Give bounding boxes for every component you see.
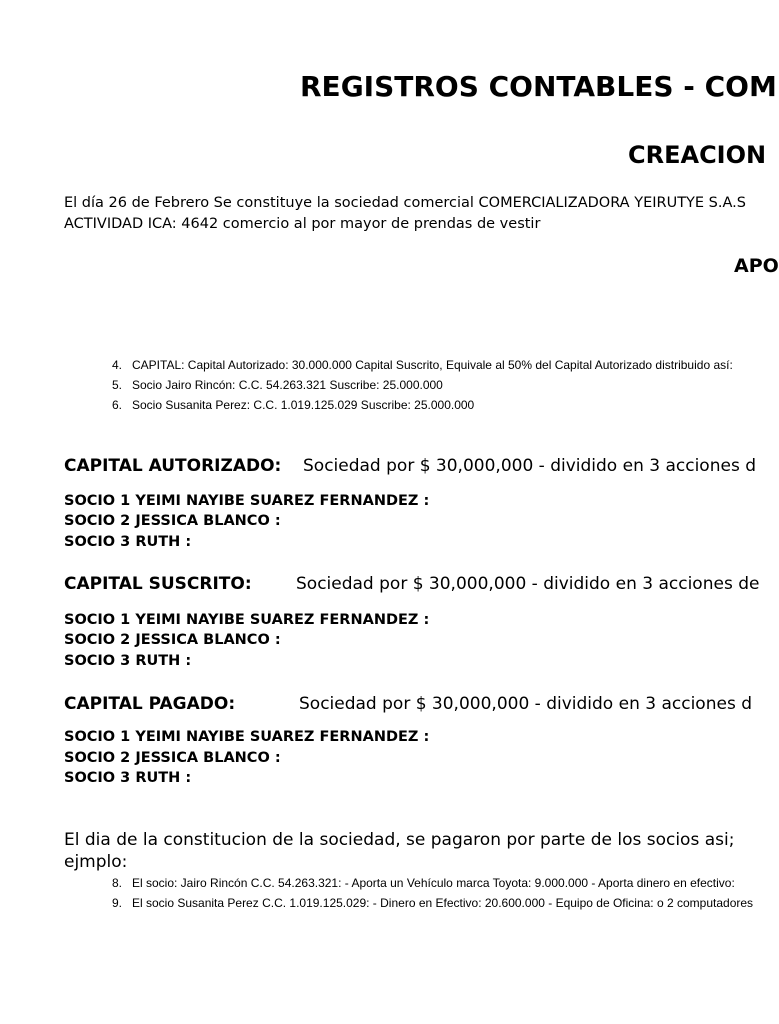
capital-pagado-text: Sociedad por $ 30,000,000 - dividido en 3 acciones d	[299, 694, 752, 714]
section-heading: APO	[734, 255, 779, 277]
list-item-number: 6.	[111, 398, 122, 412]
socio-line: SOCIO 2 JESSICA BLANCO :	[64, 632, 281, 648]
capital-suscrito-label: CAPITAL SUSCRITO:	[64, 574, 252, 594]
document-title: REGISTROS CONTABLES - COM	[300, 70, 777, 103]
list-item-number: 4.	[111, 358, 122, 372]
socio-line: SOCIO 1 YEIMI NAYIBE SUAREZ FERNANDEZ :	[64, 729, 430, 745]
capital-suscrito-text: Sociedad por $ 30,000,000 - dividido en 3 acciones de	[296, 574, 760, 594]
socio-line: SOCIO 3 RUTH :	[64, 534, 192, 550]
list-item-text: El socio: Jairo Rincón C.C. 54.263.321: - Aporta un Vehículo marca Toyota: 9.000.000 - Aporta dinero en efectivo:	[132, 876, 735, 890]
list-item	[96, 398, 474, 412]
list-item-number: 8.	[111, 876, 122, 890]
socio-line: SOCIO 3 RUTH :	[64, 770, 192, 786]
list-item	[96, 378, 443, 392]
capital-autorizado-text: Sociedad por $ 30,000,000 - dividido en 3 acciones d	[303, 456, 756, 476]
list-item-number: 9.	[111, 896, 122, 910]
intro-line-1: El día 26 de Febrero Se constituye la sociedad comercial COMERCIALIZADORA YEIRUTYE S.A.S	[64, 195, 746, 211]
list-item-text: CAPITAL: Capital Autorizado: 30.000.000 Capital Suscrito, Equivale al 50% del Capital Autorizado distribuido así:	[132, 358, 733, 372]
list-item-text: Socio Jairo Rincón: C.C. 54.263.321 Suscribe: 25.000.000	[132, 378, 443, 392]
list-item-number: 5.	[111, 378, 122, 392]
closing-line-2: ejmplo:	[64, 852, 128, 872]
capital-pagado-label: CAPITAL PAGADO:	[64, 694, 236, 714]
socio-line: SOCIO 1 YEIMI NAYIBE SUAREZ FERNANDEZ :	[64, 612, 430, 628]
list-item-text: Socio Susanita Perez: C.C. 1.019.125.029 Suscribe: 25.000.000	[132, 398, 475, 412]
socio-line: SOCIO 1 YEIMI NAYIBE SUAREZ FERNANDEZ :	[64, 493, 430, 509]
socio-line: SOCIO 2 JESSICA BLANCO :	[64, 750, 281, 766]
socio-line: SOCIO 3 RUTH :	[64, 653, 192, 669]
intro-line-2: ACTIVIDAD ICA: 4642 comercio al por mayor de prendas de vestir	[64, 216, 541, 232]
socio-line: SOCIO 2 JESSICA BLANCO :	[64, 513, 281, 529]
list-item	[96, 876, 735, 890]
list-item-text: El socio Susanita Perez C.C. 1.019.125.029: - Dinero en Efectivo: 20.600.000 - Equipo de Oficina: o 2 computadores	[132, 896, 754, 910]
list-item	[96, 896, 753, 910]
closing-line-1: El dia de la constitucion de la sociedad, se pagaron por parte de los socios asi;	[64, 830, 735, 850]
document-subtitle: CREACION	[628, 141, 767, 169]
list-item	[96, 358, 733, 372]
capital-autorizado-label: CAPITAL AUTORIZADO:	[64, 456, 282, 476]
